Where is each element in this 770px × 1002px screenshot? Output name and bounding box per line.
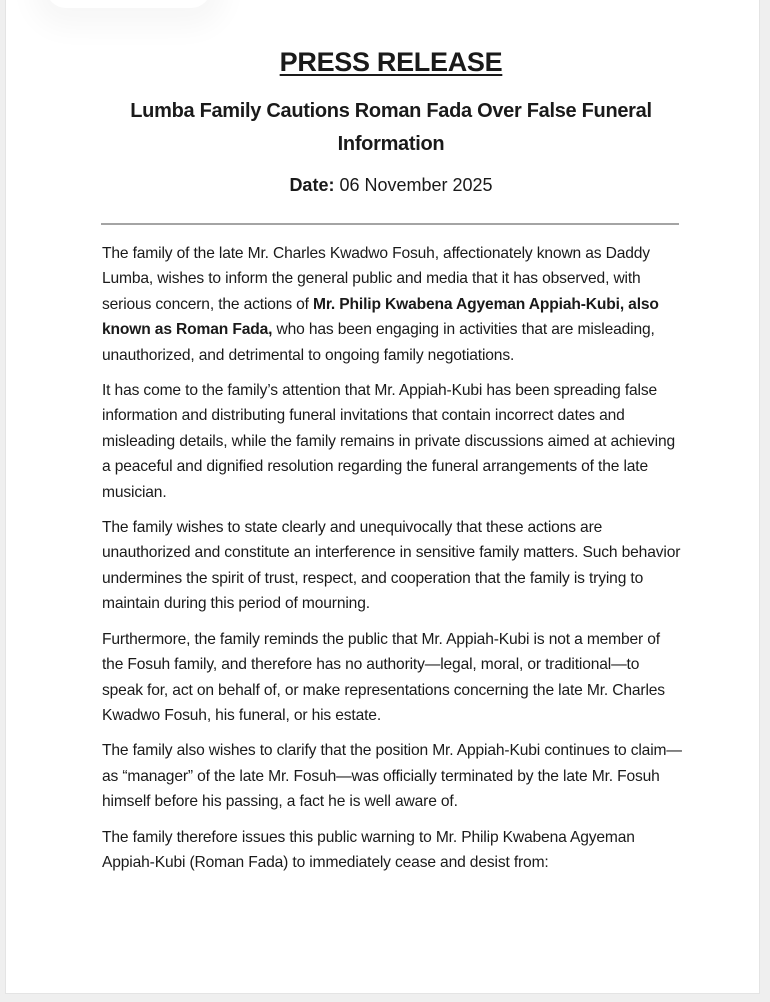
paragraph-4: Furthermore, the family reminds the public that Mr. Appiah-Kubi is not a member of the Fosuh family, and therefore has no authority—legal, moral, or traditional—to speak for, act on behalf of, or make representations concerning the late Mr. Charles Kwadwo Fosuh, his funeral, or his estate. [102,630,665,724]
press-release-title [6,44,770,80]
headline: Lumba Family Cautions Roman Fada Over False Funeral Information [130,100,652,155]
header-divider [101,223,679,225]
release-body [102,241,684,885]
paragraph-6: The family therefore issues this public warning to Mr. Philip Kwabena Agyeman Appiah-Kubi (Roman Fada) to immediately cease and desist from: [102,828,635,871]
date-label: Date: [289,175,335,195]
paragraph-3: The family wishes to state clearly and unequivocally that these actions are unauthorized and constitute an interference in sensitive family matters. Such behavior undermines the spirit of trust, respect, and cooperation that the family is trying to maintain during this period of mourning. [102,519,681,613]
paragraph-1-part-1: The family of the late Mr. Charles Kwadwo Fosuh, affectionately known as Daddy Lumba, wishes to inform the general public and media that it has observed, with serious concern, the actions of [102,245,650,313]
document-page [5,0,760,994]
date-line [6,172,770,198]
title-text: PRESS RELEASE [279,47,503,77]
paragraph-1-bold-name: Mr. Philip Kwabena Agyeman Appiah-Kubi, also known as Roman Fada, [102,295,659,339]
top-overlay-pill [46,0,211,8]
paragraph-1-part-3: who has been engaging in activities that are misleading, unauthorized, and detrimental to ongoing family negotiations. [102,321,655,364]
paragraph-2: It has come to the family’s attention that Mr. Appiah-Kubi has been spreading false information and distributing funeral invitations that contain incorrect dates and misleading details, while the family remains in private discussions aimed at achieving a peaceful and dignified resolution regarding the funeral arrangements of the late musician. [102,382,676,501]
paragraph-5: The family also wishes to clarify that the position Mr. Appiah-Kubi continues to claim—as “manager” of the late Mr. Fosuh—was officially terminated by the late Mr. Fosuh himself before his passing, a fact he is well aware of. [102,742,682,811]
date-value: 06 November 2025 [334,175,493,195]
paragraph-1 [102,241,684,368]
